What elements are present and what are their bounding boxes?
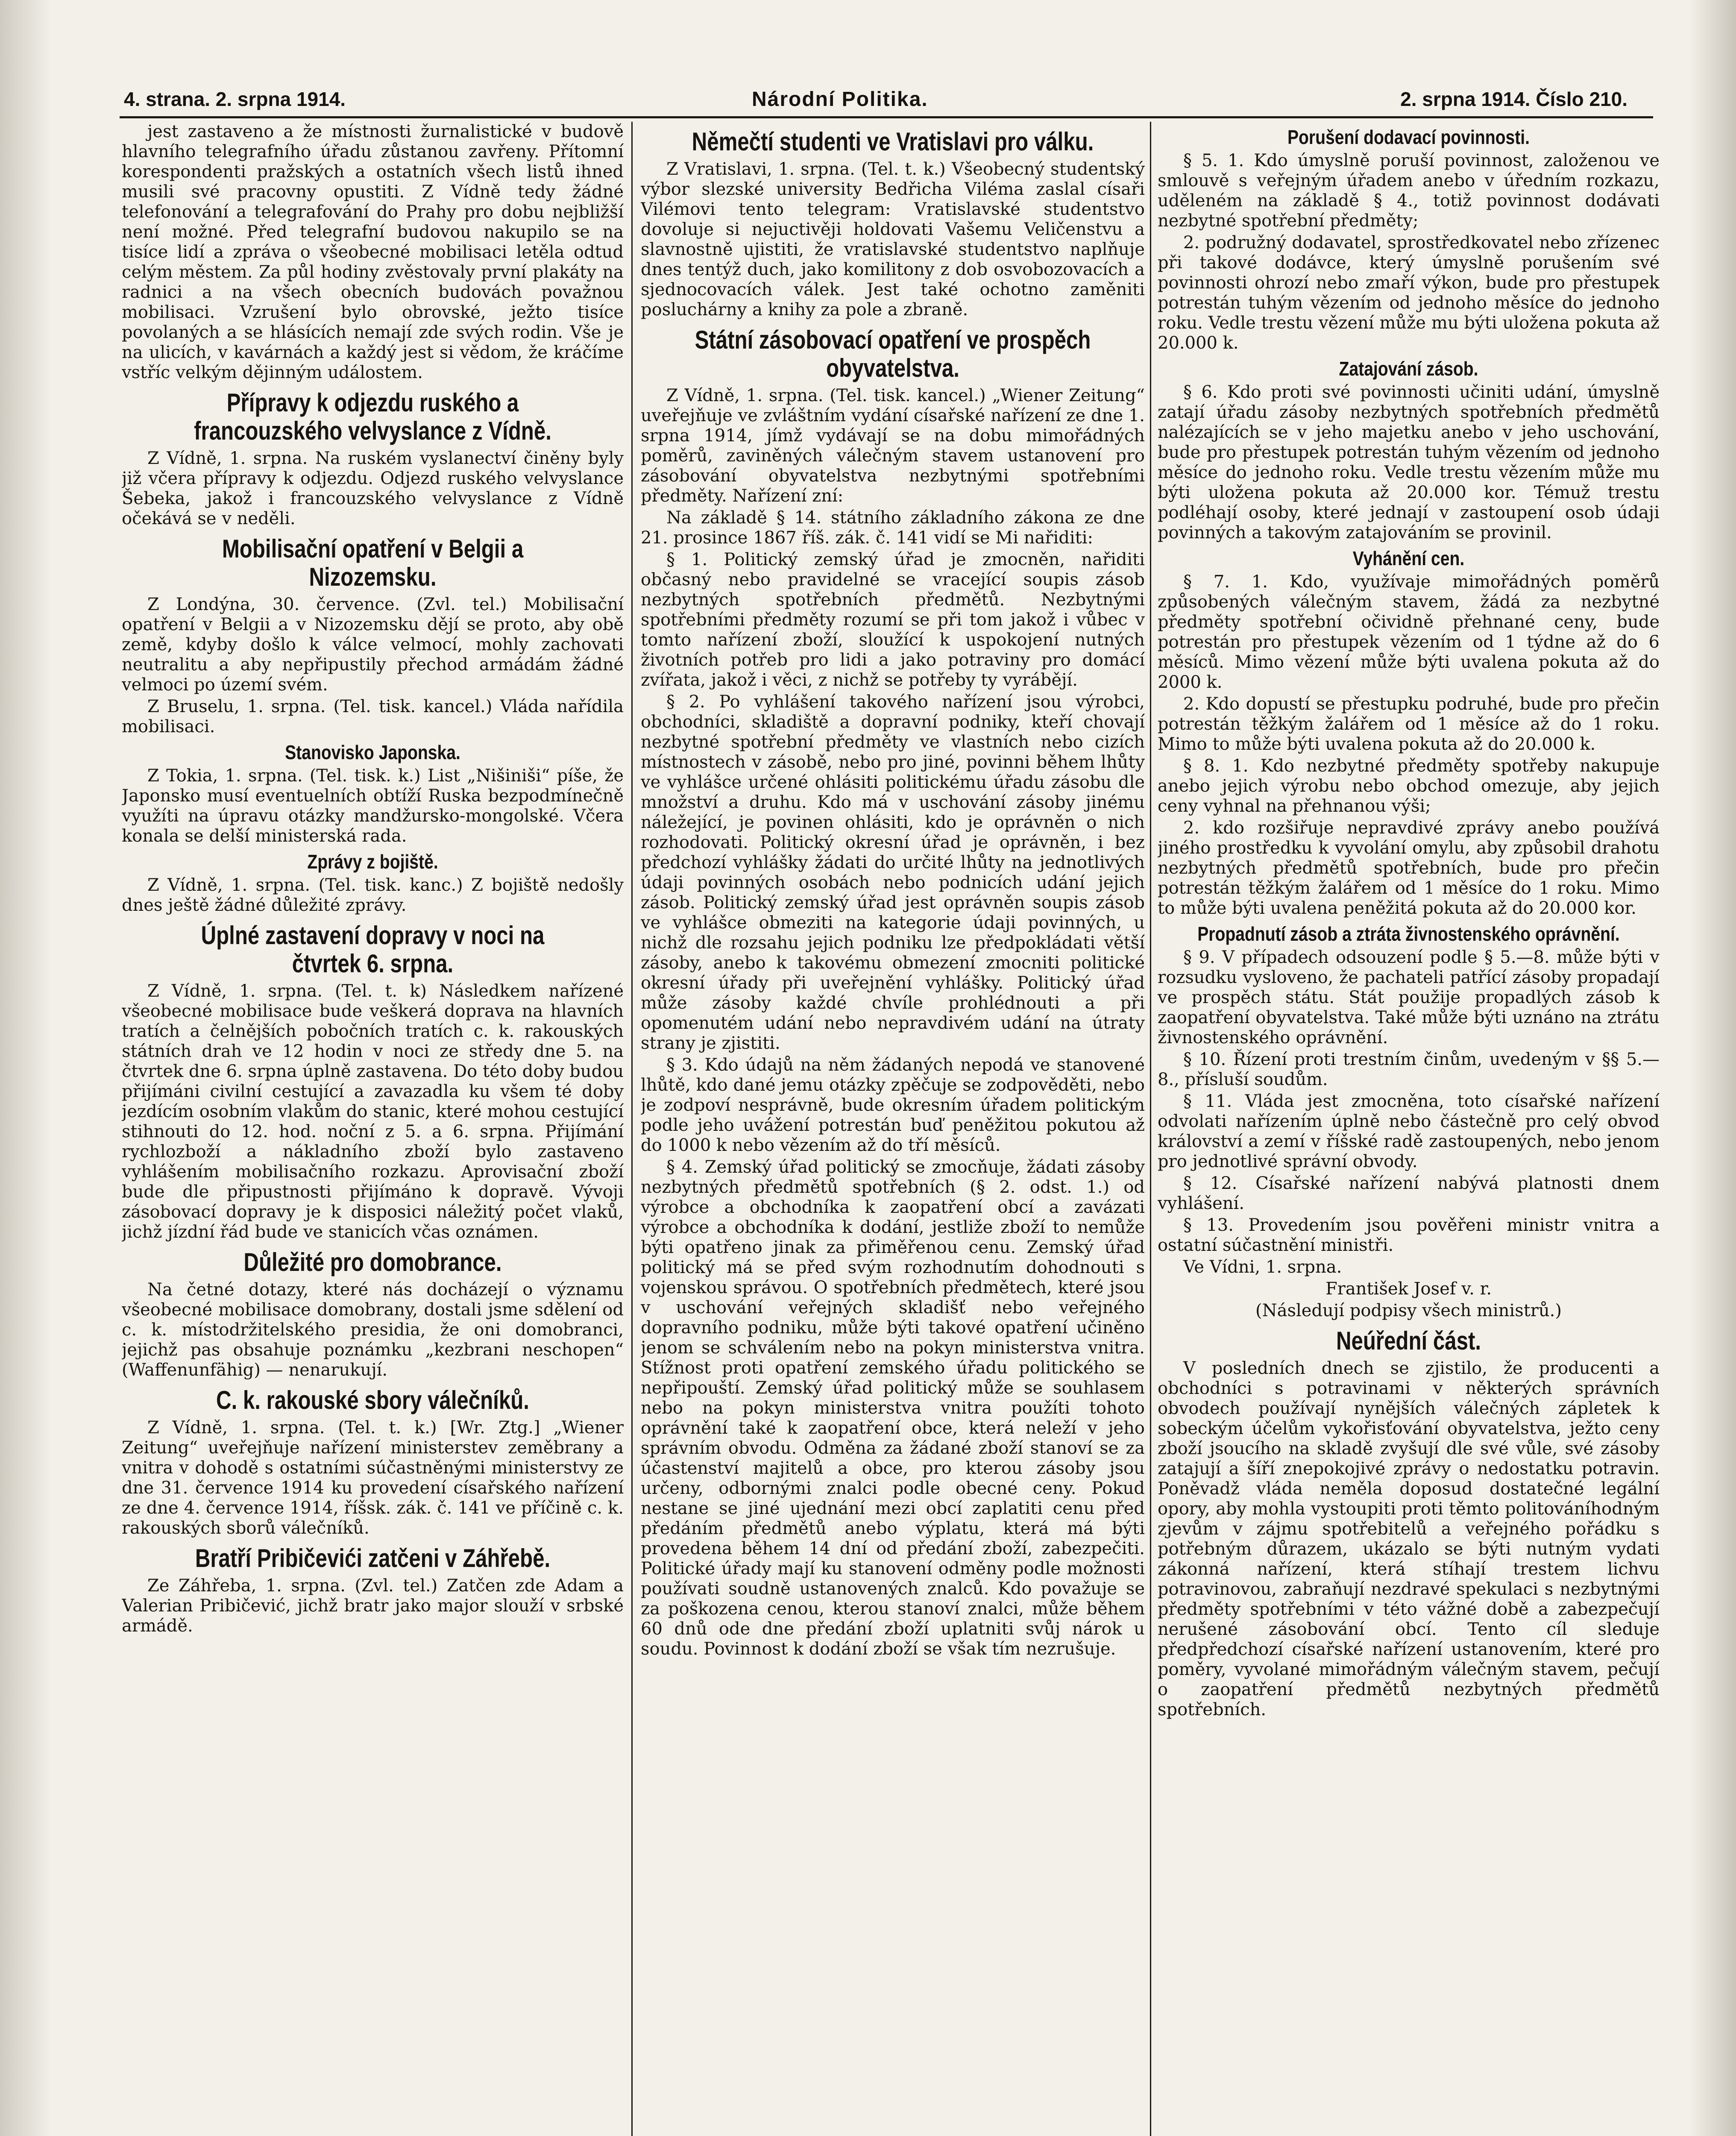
paragraph: § 2. Po vyhlášení takového nařízení jsou výrobci, obchodníci, skladiště a dopravní podniky, kteří chovají nezbytné spotřební předměty ve vlastních nebo cizích místnostech v zásobě, nebo pro jiné, povinni během lhůty ve vyhlášce určené ohlásiti politickému úřadu zásobu dle množství a druhu. Kdo má v uschování zásoby jinému náležející, je povinen ohlásiti, kdo je oprávněn o nich rozhodovati. Politický okresní úřad je oprávněn, i bez předchozí vyhlášky žádati do určité lhůty na jednotlivých údaji povinných osobách nebo podnicích udání jejich zásob. Politický zemský úřad jest oprávněn soupis zásob ve vyhlášce obmeziti na kategorie údaji povinných, u nichž dle rozsahu jejich podniku lze předpokládati větší zásoby, anebo k takovému obmezení zmocniti politické okresní úřady při uveřejnění vyhlášky. Politický úřad může zásoby každé chvíle prohlédnouti a při opomenutém udání nebo nepravdivém udání na útraty strany je zjistiti. <box>641 692 1145 1053</box>
paragraph: § 9. V případech odsouzení podle § 5.—8. může býti v rozsudku vysloveno, že pachateli patřící zásoby propadají ve prospěch státu. Stát použije propadlých zásob k zaopatření obyvatelstva. Také může býti uznáno na ztrátu živnostenského oprávnění. <box>1158 948 1660 1047</box>
paragraph: § 12. Císařské nařízení nabývá platnosti dnem vyhlášení. <box>1158 1174 1660 1213</box>
article-headline: Neúřední část. <box>1336 1326 1481 1355</box>
paragraph: § 3. Kdo údajů na něm žádaných nepodá ve stanovené lhůtě, kdo dané jemu otázky zpěčuje se zodpověděti, nebo je zodpoví nesprávně, bude okresním úřadem politickým podle jeho uvážení potrestán buď peněžitou pokutou až do 1000 k nebo vězením až do tří měsíců. <box>641 1055 1145 1155</box>
paragraph: § 8. 1. Kdo nezbytné předměty spotřeby nakupuje anebo jejich výrobu nebo obchod omezuje, aby jejich ceny vyhnal na přehnanou výši; <box>1158 756 1660 816</box>
paragraph: Z Vídně, 1. srpna. (Tel. tisk. kanc.) Z bojiště nedošly dnes ještě žádné důležité zprávy. <box>122 875 624 915</box>
paragraph: § 5. 1. Kdo úmyslně poruší povinnost, založenou ve smlouvě s veřejným úřadem anebo v úředním rozkazu, uděleném na základě § 4., totiž povinnost dodávati nezbytné spotřební předměty; <box>1158 151 1660 231</box>
article-column-2 <box>641 122 1145 2136</box>
header-date-issue: 2. srpna 1914. Číslo 210. <box>1400 88 1628 110</box>
paragraph: Na četné dotazy, které nás docházejí o významu všeobecné mobilisace domobrany, dostali jsme sdělení od c. k. místodržitelského presidia, že oni domobranci, jejichž pas obsahuje poznámku „kezbrani neschopen“ (Waffenunfähig) — nenarukují. <box>122 1280 624 1380</box>
article-headline: Němečtí studenti ve Vratislavi pro válku. <box>692 127 1094 156</box>
scan-edge-left <box>0 0 51 2136</box>
article-headline: C. k. rakouské sbory válečníků. <box>216 1386 529 1414</box>
paragraph: 2. podružný dodavatel, sprostředkovatel nebo zřízenec při takové dodávce, který úmyslně porušením své povinnosti ohrozí nebo zmaří výkon, bude pro přestupek potrestán tuhým vězením od jednoho měsíce do jednoho roku. Vedle trestu vězení může mu býti uložena pokuta až 20.000 k. <box>1158 233 1660 353</box>
paragraph: Z Vídně, 1. srpna. (Tel. t. k) Následkem nařízené všeobecné mobilisace bude veškerá doprava na hlavních tratích a čelnějších pobočních tratích c. k. rakouských státních drah ve 12 hodin v noci ze středy dne 5. na čtvrtek dne 6. srpna úplně zastavena. Do této doby budou přijímáni civilní cestující a zavazadla ku všem té doby jezdícím osobním vlakům do stanic, které mohou cestující stihnouti do 12. hod. noční z 5. a 6. srpna. Přijímání rychlozboží a nákladního zboží bylo zastaveno vyhlášením mobilisačního rozkazu. Aprovisační zboží bude dle připustnosti přijímáno k dopravě. Vývoji zásobovací dopravy je k disposici náležitý počet vlaků, jichž jízdní řád bude ve stanicích včas oznámen. <box>122 981 624 1242</box>
paragraph: Z Vídně, 1. srpna. (Tel. tisk. kancel.) „Wiener Zeitung“ uveřejňuje ve zvláštním vydání císařské nařízení ze dne 1. srpna 1914, jímž vydávají se na dobu mimořádných poměrů, zaviněných válečným stavem ustanovení pro zásobování obyvatelstva nezbytnými spotřebními předměty. Nařízení zní: <box>641 386 1145 506</box>
signature-line: František Josef v. r. <box>1325 1279 1492 1299</box>
paragraph: Ze Záhřeba, 1. srpna. (Zvl. tel.) Zatčen zde Adam a Valerian Pribičević, jichž bratr jako major slouží v srbské armádě. <box>122 1576 624 1636</box>
paragraph: § 4. Zemský úřad politický se zmocňuje, žádati zásoby nezbytných předmětů spotřebních (§ 2. odst. 1.) od výrobce a obchodníka k zaopatření obcí a zavázati výrobce a obchodníka k dodání, jestliže zboží to nemůže býti opatřeno jinak za přiměřenou cenu. Zemský úřad politický má se před svým rozhodnutím dohodnouti s vojenskou správou. O spotřebních předmětech, které jsou v uschování veřejných skladišť nebo veřejného dopravního podniku, může býti takové opatření učiněno jenom se schválením nebo na pokyn ministerstva vnitra. Stížnost proti opatření zemského úřadu politického se nepřipouští. Zemský úřad politický může se souhlasem nebo na pokyn ministerstva vnitra použíti tohoto oprávnění také k zaopatření obce, která neleží v jeho správním obvodu. Odměna za žádané zboží stanoví se za účastenství majitelů a obce, pro kterou zásoby jsou určeny, odbornými znalci podle obecné ceny. Pokud nestane se jiné ujednání mezi obcí zaplatiti cenu před předáním předmětů anebo výplatu, která má býti provedena během 14 dní od předání zboží, zabezpečiti. Politické úřady mají ku stanovení odměny podle možnosti používati soudně ustanovených znalců. Kdo považuje se za poškozena cenou, kterou stanoví znalci, může během 60 dnů ode dne předání zboží uplatniti svůj nárok u soudu. Povinnost k dodání zboží se však tím nezrušuje. <box>641 1157 1145 1659</box>
article-headline: Důležité pro domobrance. <box>243 1248 502 1276</box>
paragraph: 2. Kdo dopustí se přestupku podruhé, bude pro přečin potrestán těžkým žalářem od 1 měsíce až do 1 roku. Mimo to může býti uvalena pokuta až do 20.000 k. <box>1158 694 1660 754</box>
article-headline: Státní zásobovací opatření ve prospěch obyvatelstva. <box>695 326 1091 382</box>
paragraph: § 7. 1. Kdo, využívaje mimořádných poměrů způsobených válečným stavem, žádá za nezbytné předměty spotřební očividně přehnané ceny, bude potrestán pro přestupek vězením od 1 týdne až do 6 měsíců. Mimo vězení může býti uvalena pokuta až do 2000 k. <box>1158 572 1660 692</box>
article-headline: Mobilisační opatření v Belgii a Nizozemsku. <box>222 534 524 591</box>
paragraph: Z Londýna, 30. července. (Zvl. tel.) Mobilisační opatření v Belgii a v Nizozemsku dějí se proto, aby obě země, kdyby došlo k válce velmocí, mohly zachovati neutralitu a aby nepřipustily přechod armádám žádné velmoci po území svém. <box>122 595 624 695</box>
section-heading: Zatajování zásob. <box>1339 358 1478 380</box>
article-column-1 <box>122 122 624 2136</box>
signature-line: (Následují podpisy všech ministrů.) <box>1255 1301 1562 1320</box>
section-heading: Porušení dodavací povinnosti. <box>1287 126 1530 148</box>
section-heading: Propadnutí zásob a ztráta živnostenského oprávnění. <box>1197 923 1620 945</box>
paragraph: § 11. Vláda jest zmocněna, toto císařské nařízení odvolati nařízením úplně nebo částečně pro celý obvod království a zemí v říšské radě zastoupených, nebo jenom pro jednotlivé správní obvody. <box>1158 1091 1660 1171</box>
article-headline: Bratří Pribičevići zatčeni v Záhřebě. <box>195 1544 551 1573</box>
masthead-title: Národní Politika. <box>752 88 928 111</box>
section-heading: Zprávy z bojiště. <box>307 851 438 873</box>
page-header <box>115 88 1628 117</box>
paragraph: § 10. Řízení proti trestním činům, uvedeným v §§ 5.—8., přísluší soudům. <box>1158 1050 1660 1089</box>
article-headline: Přípravy k odjezdu ruského a francouzského velvyslance z Vídně. <box>194 388 551 445</box>
section-heading: Stanovisko Japonska. <box>285 741 460 763</box>
article-headline: Úplné zastavení dopravy v noci na čtvrtek 6. srpna. <box>201 921 545 978</box>
paragraph: Ve Vídni, 1. srpna. <box>1183 1257 1342 1277</box>
column-divider-2 <box>1150 122 1151 2136</box>
paragraph: § 13. Provedením jsou pověřeni ministr vnitra a ostatní súčastnění ministři. <box>1158 1215 1660 1255</box>
header-rule <box>120 116 1653 118</box>
column-divider-1 <box>631 122 633 2136</box>
paragraph: Z Vídně, 1. srpna. Na ruském vyslanectví činěny byly již včera přípravy k odjezdu. Odjezd ruského velvyslance Šebeka, jakož i francouzského velvyslance z Vídně očekává se v neděli. <box>122 449 624 528</box>
paragraph: Z Vratislavi, 1. srpna. (Tel. t. k.) Všeobecný studentský výbor slezské university Bedřicha Viléma zaslal císaři Vilémovi tento telegram: Vratislavské studentstvo dovoluje si nejuctivěji holdovati Vašemu Veličenstvu a slavnostně ujistiti, že vratislavské studentstvo naplňuje dnes tentýž duch, jako komilitony z dob osvobozovacích a sjednocovacích válek. Jest také ochotno zaměniti posluchárny a knihy za pole a zbraně. <box>641 159 1145 320</box>
paragraph: Z Tokia, 1. srpna. (Tel. tisk. k.) List „Nišiniši“ píše, že Japonsko musí eventuelních obtíží Ruska bezpodmínečně využíti na úpravu otázky mandžursko-mongolské. Včera konala se delší ministerská rada. <box>122 766 624 846</box>
paragraph: Na základě § 14. státního základního zákona ze dne 21. prosince 1867 říš. zák. č. 141 vidí se Mi nařiditi: <box>641 508 1145 548</box>
paragraph: § 1. Politický zemský úřad je zmocněn, nařiditi občasný nebo pravidelné se vracející soupis zásob nezbytných spotřebních předmětů. Nezbytnými spotřebními předměty rozumí se při tom jakož i vůbec v tomto nařízení zboží, sloužící k uspokojení nutných životních potřeb pro lidi a jako potraviny pro domácí zvířata, jakož i věci, z nichž se potřeby ty vyrábějí. <box>641 550 1145 690</box>
paragraph: Z Vídně, 1. srpna. (Tel. t. k.) [Wr. Ztg.] „Wiener Zeitung“ uveřejňuje nařízení ministerstev zeměbrany a vnitra v dohodě s ostatními súčastněnými ministerstvy ze dne 31. července 1914 ku provedení císařského nařízení ze dne 4. července 1914, říšsk. zák. č. 141 ve příčině c. k. rakouských sborů válečníků. <box>122 1418 624 1538</box>
article-column-3 <box>1158 122 1660 2136</box>
paragraph: 2. kdo rozšiřuje nepravdivé zprávy anebo používá jiného prostředku k vyvolání omylu, aby způsobil drahotu nezbytných předmětů spotřebních, bude pro přečin potrestán těžkým žalářem od 1 měsíce do 1 roku. Mimo to může býti uvalena peněžitá pokuta až do 20.000 kor. <box>1158 818 1660 918</box>
header-page-date: 4. strana. 2. srpna 1914. <box>124 88 346 110</box>
paragraph: § 6. Kdo proti své povinnosti učiniti udání, úmyslně zatají úřadu zásoby nezbytných spotřebních předmětů nalézajících se v jeho majetku anebo v jeho uschování, bude pro přestupek potrestán tuhým vězením od jednoho měsíce do jednoho roku. Vedle trestu vězením může mu býti uložena pokuta až 20.000 kor. Témuž trestu podléhají osoby, které jednají v zastoupení osob údaji povinných a takovým zatajováním se provinil. <box>1158 382 1660 543</box>
paragraph: jest zastaveno a že místnosti žurnalistické v budově hlavního telegrafního úřadu zůstanou zavřeny. Přítomní korespondenti pražských a ostatních všech listů ihned musili své pracovny opustiti. Z Vídně tedy žádné telefonování a telegrafování do Prahy pro dobu nejbližší není možné. Před telegrafní budovou nakupilo se na tisíce lidí a zpráva o všeobecné mobilisaci letěla odtud celým městem. Za půl hodiny zvěstovaly první plakáty na radnici a na všech obecních budovách považnou mobilisaci. Vzrušení bylo obrovské, ježto tisíce povolaných a se hlásících nemají zde svých rodin. Vše je na ulicích, v kavárnách a každý jest si vědom, že kráčíme vstříc velkým dějinným událostem. <box>122 122 624 382</box>
scan-edge-right <box>1689 0 1736 2136</box>
section-heading: Vyhánění cen. <box>1352 547 1465 569</box>
paragraph: Z Bruselu, 1. srpna. (Tel. tisk. kancel.) Vláda nařídila mobilisaci. <box>122 697 624 736</box>
paragraph: V posledních dnech se zjistilo, že producenti a obchodníci s potravinami v některých správních obvodech používají nynějších válečných zápletek k sobeckým účelům vykořisťování obyvatelstva, ježto ceny zboží jsoucího na skladě zvyšují dle své vůle, své zásoby zatajují a šíří znepokojivé zprávy o nedostatku potravin. Poněvadž vláda neměla doposud dostatečné legální opory, aby mohla vystoupiti proti těmto politováníhodným zjevům v zájmu spotřebitelů a veřejného pořádku s potřebným důrazem, ukázalo se býti nutným vydati zákonná nařízení, která stíhají trestem lichvu potravinovou, zabraňují nezdravé spekulaci s nezbytnými předměty spotřebními v této vážné době a zabezpečují nerušené zásobování obcí. Tento cíl sleduje předpředchozí císařské nařízení ustanovením, které pro poměry, vyvolané mimořádným válečným stavem, pečují o zaopatření předmětů nezbytných předmětů spotřebních. <box>1158 1358 1660 1719</box>
